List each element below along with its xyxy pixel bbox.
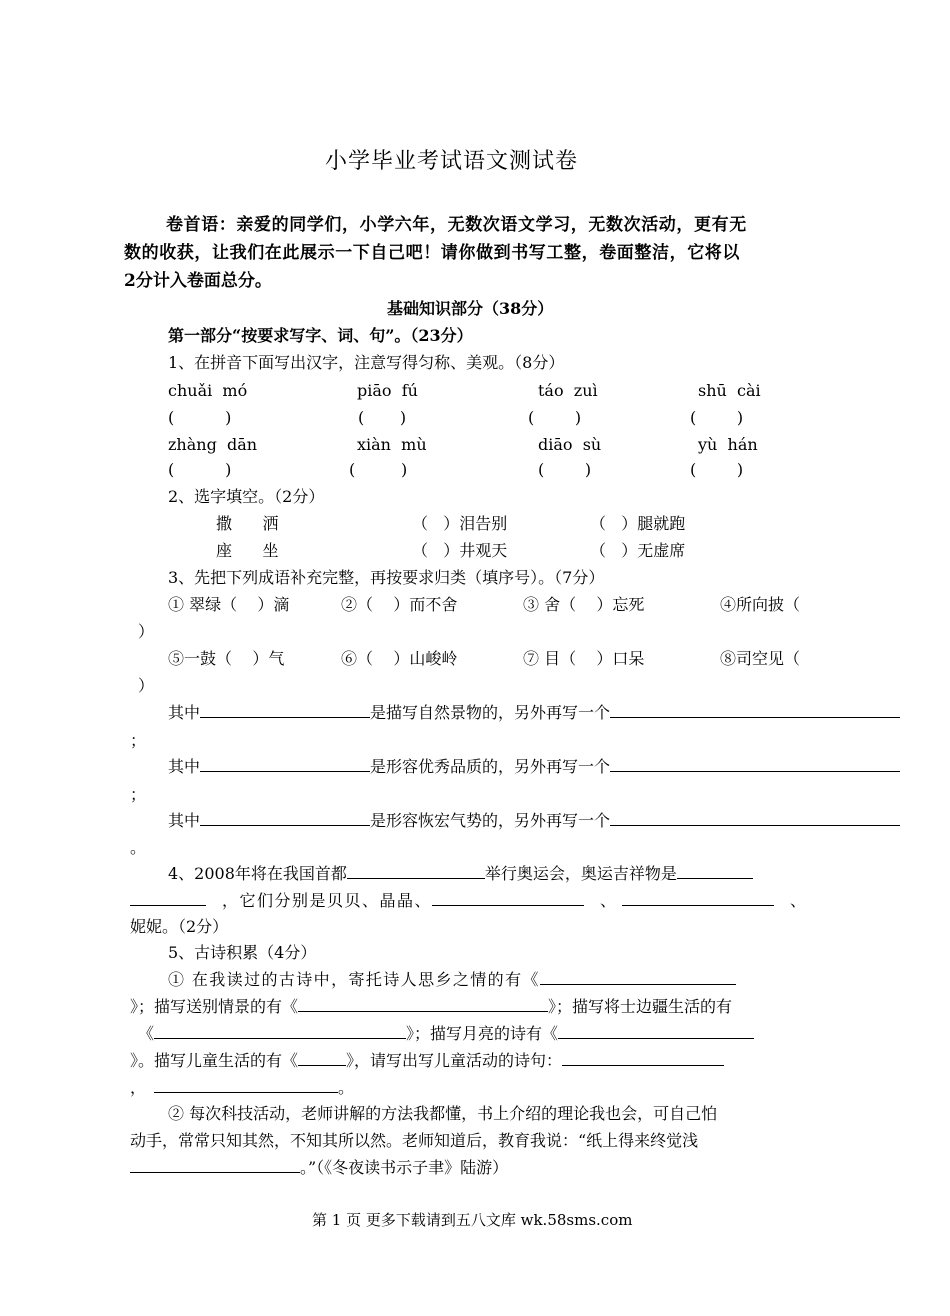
- part1-heading: 第一部分“按要求写字、词、句”。（23分）: [168, 326, 473, 345]
- q3-fill-end-2: ；: [130, 785, 147, 804]
- q4-sep-2: 、: [790, 891, 807, 910]
- q5-p2-line-3: [130, 1160, 508, 1176]
- q3-fill-line-2: [168, 759, 900, 775]
- q5-blank-children[interactable]: [298, 1064, 346, 1066]
- q5-text: 》；描写月亮的诗有《: [406, 1024, 559, 1043]
- q4-blank-mascot-cont[interactable]: [130, 904, 206, 906]
- q4-line-2: [130, 893, 806, 909]
- q3-fill-prefix: 其中: [168, 757, 201, 776]
- q2-chars-1: 撒 洒: [216, 514, 279, 533]
- q1-answer-box-4[interactable]: ( ): [690, 408, 744, 427]
- q3-fill-line-1: [168, 705, 900, 721]
- q3-idiom-7[interactable]: ⑦ 目（ ）口呆: [523, 649, 645, 668]
- q4-line-3: 妮妮。（2分）: [130, 917, 229, 936]
- q3-idiom-4[interactable]: ④所向披（: [720, 595, 801, 614]
- q3-fill-middle: 是描写自然景物的，另外再写一个: [370, 703, 611, 722]
- q2-instruction: 2、选字填空。（2分）: [168, 487, 325, 506]
- q5-p1-line-2: [130, 999, 732, 1015]
- q2-item-1[interactable]: （ ）泪告别: [412, 514, 508, 533]
- q5-text: ① 在我读过的古诗中，寄托诗人思乡之情的有《: [168, 970, 540, 989]
- q1-answer-box-8[interactable]: ( ): [690, 460, 744, 479]
- q3-blank[interactable]: [200, 716, 370, 718]
- q3-fill-middle: 是形容优秀品质的，另外再写一个: [370, 757, 611, 776]
- q5-p1-line-4: [130, 1053, 724, 1069]
- q1-pinyin-6: xiàn mù: [357, 435, 427, 454]
- q5-text: 》；描写将士边疆生活的有: [548, 997, 733, 1016]
- q3-wrap-2: ）: [138, 676, 155, 695]
- preface-line-2: 数的收获，让我们在此展示一下自己吧！请你做到书写工整，卷面整洁，它将以: [124, 243, 740, 263]
- q4-blank-mascot[interactable]: [677, 877, 753, 879]
- q5-blank-verse-1[interactable]: [562, 1064, 724, 1066]
- q5-blank-farewell[interactable]: [298, 1010, 548, 1012]
- q4-text-c: ，它们分别是贝贝、晶晶、: [222, 891, 433, 910]
- q1-answer-box-2[interactable]: ( ): [358, 408, 407, 427]
- q5-text: 》；描写送别情景的有《: [130, 997, 299, 1016]
- q3-idiom-2[interactable]: ②（ ）而不舍: [341, 595, 458, 614]
- q2-chars-2: 座 坐: [216, 541, 279, 560]
- q3-fill-prefix: 其中: [168, 811, 201, 830]
- q4-blank-name-1[interactable]: [432, 904, 584, 906]
- q5-blank-poem[interactable]: [130, 1171, 300, 1173]
- q3-wrap-1: ）: [138, 622, 155, 641]
- q5-text: 。: [338, 1078, 355, 1097]
- q2-item-2[interactable]: （ ）腿就跑: [590, 514, 686, 533]
- q3-blank[interactable]: [200, 824, 370, 826]
- q5-blank-moon[interactable]: [558, 1037, 754, 1039]
- q1-pinyin-3: táo zuì: [538, 381, 598, 400]
- q3-blank-extra[interactable]: [610, 770, 900, 772]
- q5-text: 《: [138, 1024, 155, 1043]
- q3-blank-extra[interactable]: [610, 824, 900, 826]
- q3-blank[interactable]: [200, 770, 370, 772]
- q3-fill-end-1: ；: [130, 731, 147, 750]
- q4-text-a: 4、2008年将在我国首都: [168, 864, 347, 883]
- q3-idiom-6[interactable]: ⑥（ ）山峻岭: [341, 649, 458, 668]
- q1-answer-box-7[interactable]: ( ): [538, 460, 592, 479]
- section-heading-text: 基础知识部分（38分）: [387, 299, 554, 318]
- q4-sep-1: 、: [600, 891, 617, 910]
- preface-line-3: 2分计入卷面总分。: [124, 271, 272, 291]
- q1-pinyin-4: shū cài: [698, 381, 761, 400]
- q1-answer-box-5[interactable]: ( ): [168, 460, 232, 479]
- q1-instruction: 1、在拼音下面写出汉字，注意写得匀称、美观。（8分）: [168, 353, 565, 372]
- q5-text: 。”（《冬夜读书示子聿》陆游）: [300, 1158, 509, 1177]
- q3-idiom-8[interactable]: ⑧司空见（: [720, 649, 801, 668]
- q5-p1-line-1: [168, 972, 736, 988]
- q5-text: ，: [130, 1078, 147, 1097]
- q1-answer-box-6[interactable]: ( ): [349, 460, 408, 479]
- q5-p1-line-5: [130, 1080, 354, 1096]
- q1-pinyin-8: yù hán: [698, 435, 758, 454]
- q3-instruction: 3、先把下列成语补充完整，再按要求归类（填序号）。（7分）: [168, 568, 605, 587]
- q5-p1-line-3: [138, 1026, 754, 1042]
- q5-p2-line-2: 动手，常常只知其然，不知其所以然。老师知道后，教育我说：“纸上得来终觉浅: [130, 1131, 699, 1150]
- q2-item-3[interactable]: （ ）井观天: [412, 541, 508, 560]
- q1-pinyin-1: chuǎi mó: [168, 381, 248, 400]
- section-heading: [387, 301, 553, 317]
- q1-pinyin-5: zhàng dān: [168, 435, 258, 454]
- q5-blank-verse-2[interactable]: [154, 1091, 338, 1093]
- q3-idiom-1[interactable]: ① 翠绿（ ）滴: [168, 595, 290, 614]
- q4-blank-city[interactable]: [347, 877, 485, 879]
- q5-blank-homesick[interactable]: [540, 983, 736, 985]
- preface-line-1: 卷首语：亲爱的同学们，小学六年，无数次语文学习，无数次活动，更有无: [166, 215, 747, 235]
- q3-idiom-3[interactable]: ③ 舍（ ）忘死: [523, 595, 645, 614]
- q5-instruction: 5、古诗积累（4分）: [168, 943, 317, 962]
- q4-blank-name-2[interactable]: [622, 904, 774, 906]
- q4-line-1: [168, 866, 753, 882]
- q3-fill-line-3: [168, 813, 900, 829]
- q3-fill-end-3: 。: [130, 838, 147, 857]
- q5-text: 》，请写出写儿童活动的诗句：: [346, 1051, 563, 1070]
- q1-answer-box-1[interactable]: ( ): [168, 408, 232, 427]
- q1-pinyin-7: diāo sù: [538, 435, 602, 454]
- page-title: 小学毕业考试语文测试卷: [325, 149, 579, 174]
- q1-pinyin-2: piāo fú: [357, 381, 418, 400]
- q5-text: 》。描写儿童生活的有《: [130, 1051, 299, 1070]
- q3-idiom-5[interactable]: ⑤一鼓（ ）气: [168, 649, 285, 668]
- q3-blank-extra[interactable]: [610, 716, 900, 718]
- q1-answer-box-3[interactable]: ( ): [528, 408, 582, 427]
- q3-fill-prefix: 其中: [168, 703, 201, 722]
- page-footer: 第 1 页 更多下载请到五八文库 wk.58sms.com: [312, 1211, 633, 1229]
- q4-text-b: 举行奥运会，奥运吉祥物是: [484, 864, 677, 883]
- q2-item-4[interactable]: （ ）无虚席: [590, 541, 686, 560]
- q5-blank-frontier[interactable]: [154, 1037, 406, 1039]
- q5-p2-line-1: ② 每次科技活动，老师讲解的方法我都懂，书上介绍的理论我也会，可自己怕: [168, 1104, 718, 1123]
- q3-fill-middle: 是形容恢宏气势的，另外再写一个: [370, 811, 611, 830]
